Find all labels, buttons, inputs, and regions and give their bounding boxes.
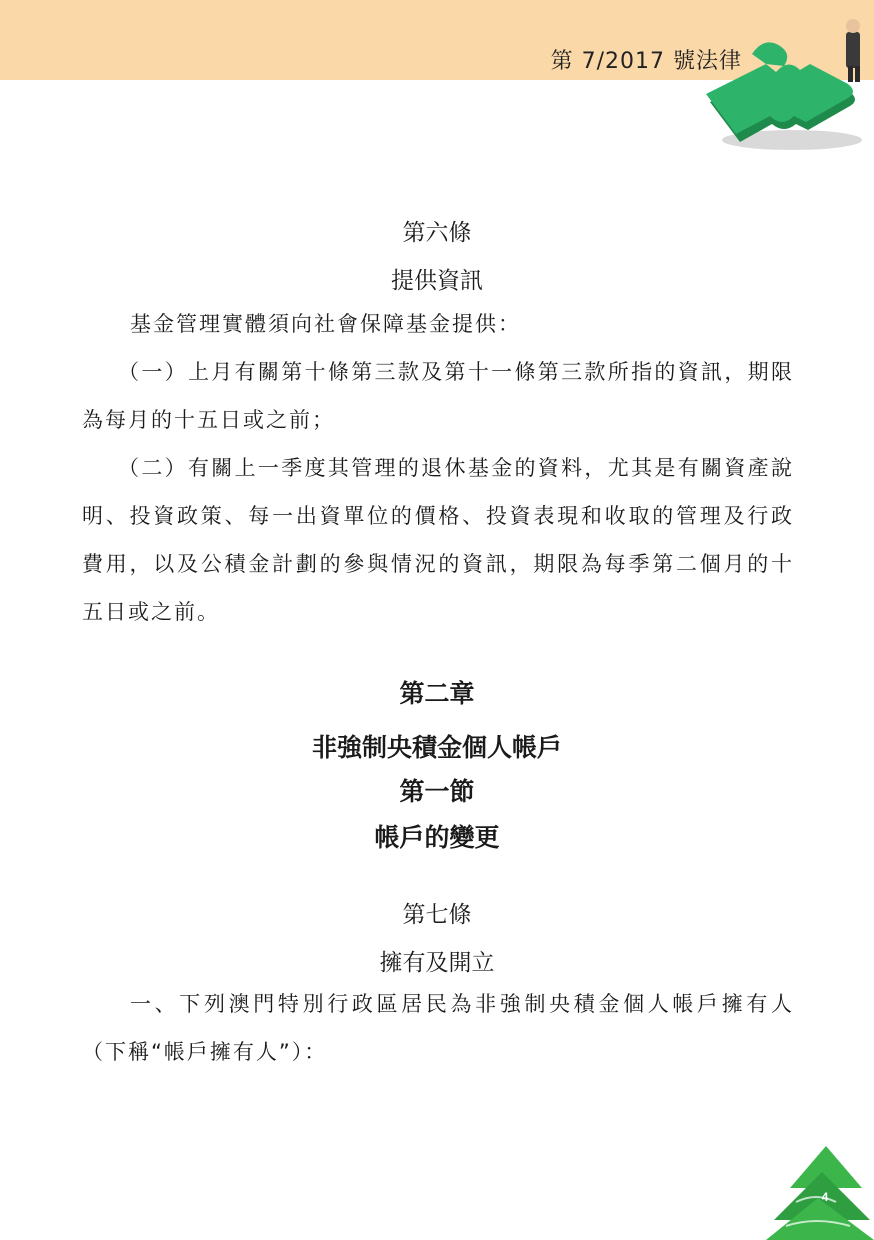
law-title: 第 7/2017 號法律	[550, 49, 742, 74]
article-6-number: 第六條	[402, 220, 472, 246]
article-7-number: 第七條	[402, 902, 472, 928]
article-6-item-2: （二）有關上一季度其管理的退休基金的資料，尤其是有關資產說明、投資政策、每一出資單位的價格、投資表現和收取的管理及行政費用，以及公積金計劃的參與情況的資訊，期限為每季第二個月的十五日或之前。	[82, 456, 794, 624]
article-6-title: 提供資訊	[391, 268, 483, 294]
section-number: 第一節	[399, 777, 475, 806]
article-6-intro: 基金管理實體須向社會保障基金提供：	[130, 312, 521, 336]
article-7-title: 擁有及開立	[379, 950, 495, 976]
section-title: 帳戶的變更	[374, 823, 500, 852]
chapter-title: 非強制央積金個人帳戶	[311, 733, 562, 762]
article-6-item-1: （一）上月有關第十條第三款及第十一條第三款所指的資訊，期限為每月的十五日或之前；	[82, 360, 794, 432]
chapter-number: 第二章	[399, 679, 475, 708]
page-number: 4	[821, 1190, 829, 1204]
article-7-para-1: 一、下列澳門特別行政區居民為非強制央積金個人帳戶擁有人（下稱“帳戶擁有人”）：	[82, 992, 794, 1064]
puzzle-icon	[700, 14, 870, 160]
